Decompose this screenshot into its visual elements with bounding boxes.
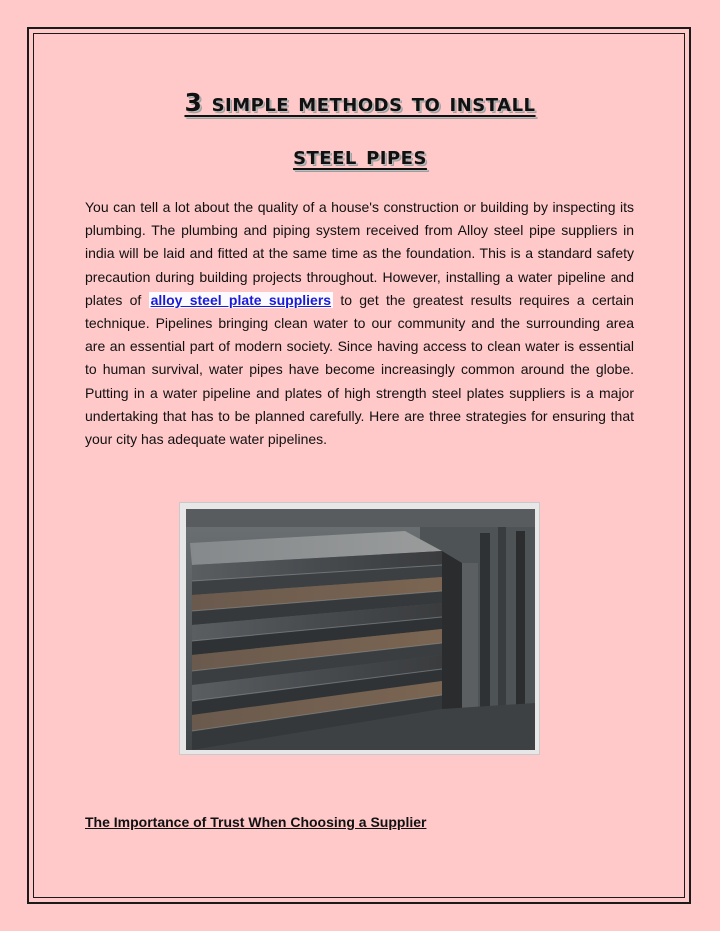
page-title-line-2: steel pipes	[293, 141, 427, 170]
alloy-steel-plate-suppliers-link[interactable]: alloy steel plate suppliers	[150, 291, 332, 308]
steel-plates-illustration	[180, 503, 540, 755]
paragraph-text-start: You can tell a lot about the quality of a house's construction or building by inspecting its plumbing. The plumbing and piping system received from Alloy steel pipe suppliers in india will be laid and fitted at the same time as the foundation. This is a standard safety precaution during building projects throughout. However, installing a water pipeline and plates of	[85, 199, 634, 308]
paragraph-text-end: to get the greatest results requires a certain technique. Pipelines bringing clean water to our community and the surrounding area are an essential part of modern society. Since having access to clean water is essential to human survival, water pipes have become increasingly common around the globe. Putting in a water pipeline and plates of high strength steel plates suppliers is a major undertaking that has to be planned carefully. Here are three strategies for ensuring that your city has adequate water pipelines.	[85, 291, 634, 448]
body-paragraph	[85, 196, 634, 451]
steel-plates-photo	[179, 502, 540, 755]
page-title-line-1: 3 simple methods to install	[184, 88, 536, 117]
section-heading: The Importance of Trust When Choosing a Supplier	[85, 814, 427, 830]
